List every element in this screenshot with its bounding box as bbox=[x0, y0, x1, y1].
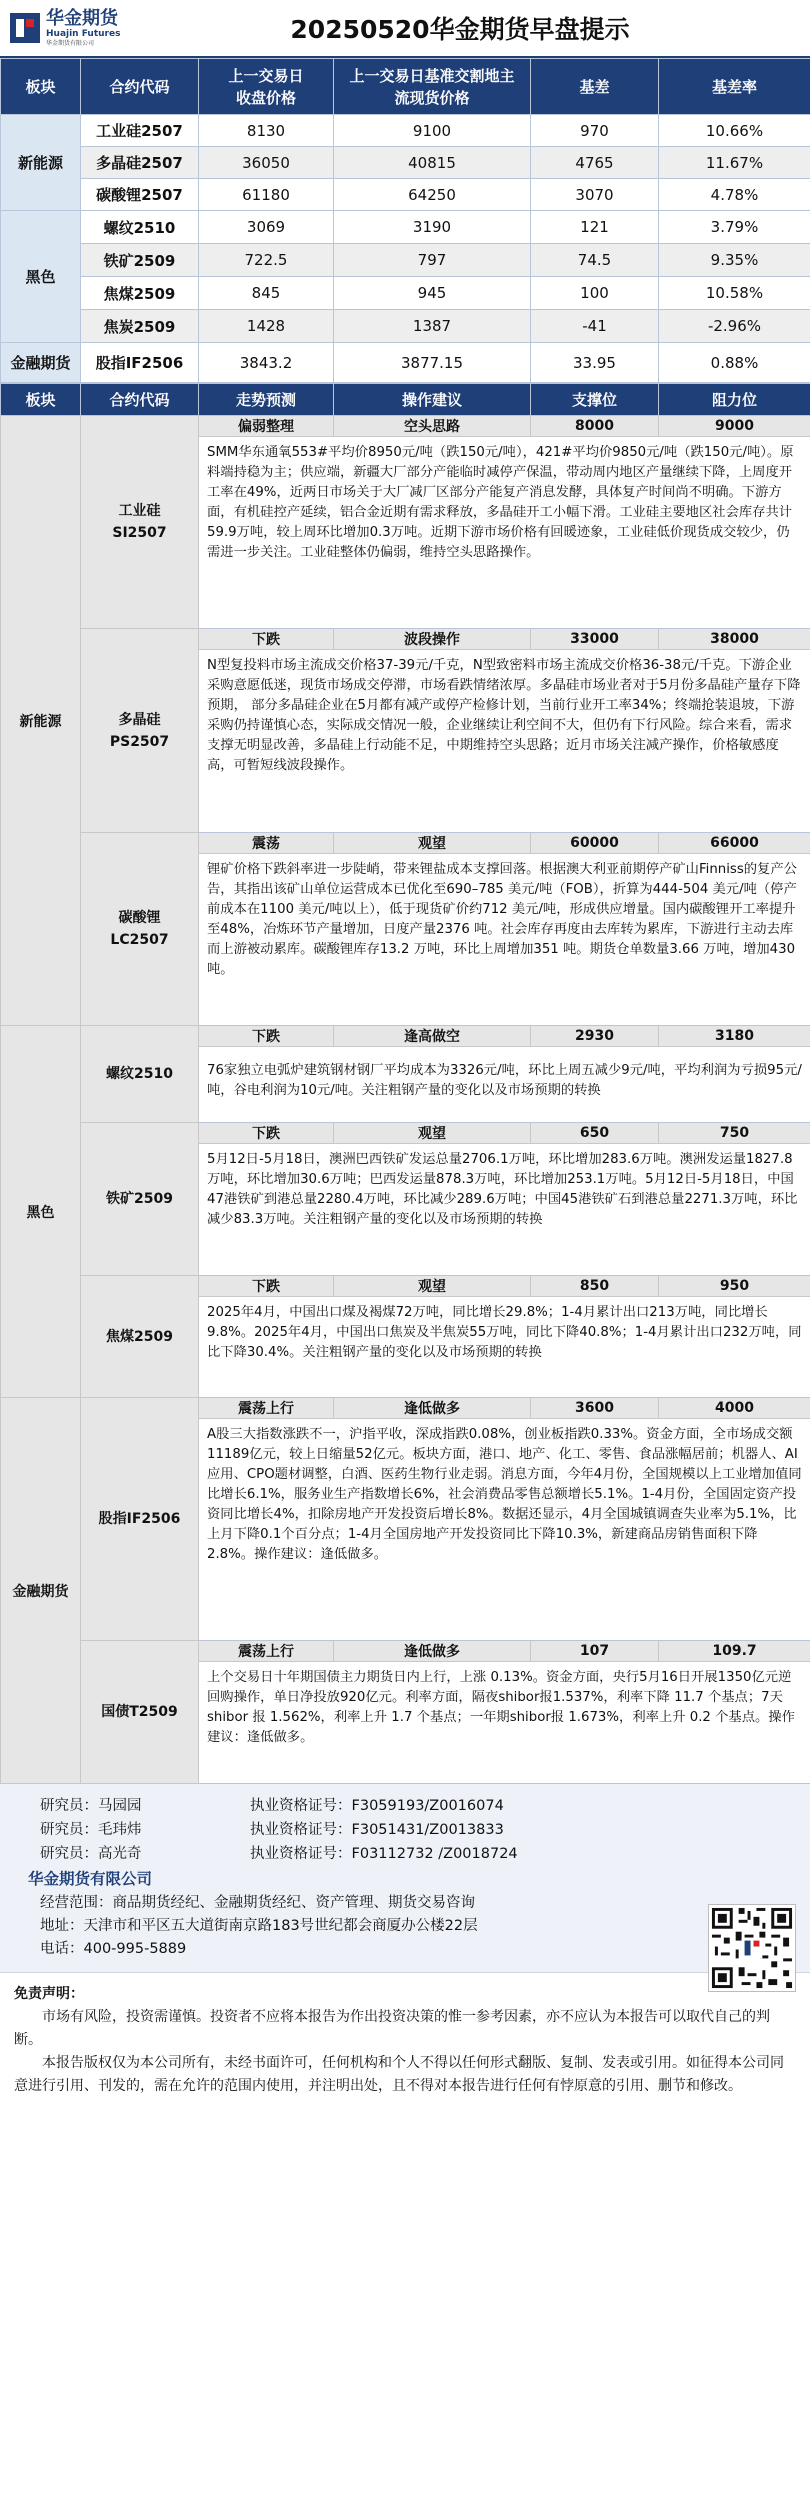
spot-price: 945 bbox=[334, 277, 531, 310]
trend-cell: 震荡上行 bbox=[199, 1398, 334, 1419]
strategy-summary-row bbox=[1, 1026, 810, 1047]
trend-cell: 下跌 bbox=[199, 1276, 334, 1297]
table-row bbox=[1, 310, 810, 343]
qr-code-icon bbox=[708, 1904, 796, 1992]
spot-price: 3190 bbox=[334, 211, 531, 244]
col-header-sector: 板块 bbox=[1, 384, 81, 416]
col-header-resist: 阻力位 bbox=[659, 384, 810, 416]
col-header-code: 合约代码 bbox=[81, 384, 199, 416]
basis-rate: 10.66% bbox=[659, 115, 810, 147]
contract-symbol: SI2507 bbox=[112, 525, 167, 541]
col-header-spot: 上一交易日基准交割地主 流现货价格 bbox=[334, 59, 531, 115]
spot-price: 3877.15 bbox=[334, 343, 531, 383]
col-header-support: 支撑位 bbox=[531, 384, 659, 416]
contact-footer bbox=[0, 1784, 810, 1973]
analysis-text: SMM华东通氧553#平均价8950元/吨（跌150元/吨），421#平均价9850元/吨（跌150元/吨）。原料端持稳为主；供应端，新疆大厂部分产能临时减停产保温，带动周内地区产量继续下降，上周度开工率在49%，近两日市场关于大厂减厂区部分产能复产消息发酵，具体复产时间尚不明确。下游方面，有机硅控产延续，铝合金近期有需求释放，多晶硅开工小幅下滑。工业硅主要地区社会库存共计59.9万吨，较上周环比增加0.3万吨。近期下游市场价格有回暖迹象，工业硅低价现货成交较少，仍需进一步关注。工业硅整体仍偏弱，维持空头思路操作。 bbox=[199, 437, 810, 629]
strategy-summary-row bbox=[1, 416, 810, 437]
trend-cell: 下跌 bbox=[199, 1123, 334, 1144]
contract-code: 股指IF2506 bbox=[81, 343, 199, 383]
researcher-name: 研究员：马园园 bbox=[40, 1798, 142, 1814]
contract-code: 工业硅2507 bbox=[81, 115, 199, 147]
resist-cell: 9000 bbox=[659, 416, 810, 437]
contract-symbol: LC2507 bbox=[110, 932, 169, 948]
company-address: 地址：天津市和平区五大道街南京路183号世纪都会商厦办公楼22层 bbox=[40, 1918, 478, 1934]
sector-cell: 金融期货 bbox=[1, 343, 81, 383]
researcher-row bbox=[40, 1794, 798, 1818]
close-price: 3069 bbox=[199, 211, 334, 244]
strategy-summary-row bbox=[1, 1398, 810, 1419]
basis-value: 74.5 bbox=[531, 244, 659, 277]
contract-code: 铁矿2509 bbox=[81, 1123, 199, 1276]
disclaimer bbox=[0, 1973, 810, 2104]
basis-value: 3070 bbox=[531, 179, 659, 211]
col-header-close: 上一交易日 收盘价格 bbox=[199, 59, 334, 115]
advice-cell: 逢低做多 bbox=[334, 1641, 531, 1662]
basis-value: 100 bbox=[531, 277, 659, 310]
strategy-table bbox=[0, 383, 810, 1784]
disclaimer-paragraph: 本报告版权仅为本公司所有，未经书面许可，任何机构和个人不得以任何形式翻版、复制、发表或引用。如征得本公司同意进行引用、刊发的，需在允许的范围内使用，并注明出处，且不得对本报告进行任何有悖原意的引用、删节和修改。 bbox=[14, 2055, 784, 2094]
close-price: 61180 bbox=[199, 179, 334, 211]
advice-cell: 逢低做多 bbox=[334, 1398, 531, 1419]
spot-price: 1387 bbox=[334, 310, 531, 343]
researcher-name: 研究员：毛玮炜 bbox=[40, 1822, 142, 1838]
contract-name: 碳酸锂 bbox=[118, 910, 161, 926]
support-cell: 650 bbox=[531, 1123, 659, 1144]
contract-code: 螺纹2510 bbox=[81, 1026, 199, 1123]
resist-cell: 109.7 bbox=[659, 1641, 810, 1662]
researcher-name: 研究员：高光奇 bbox=[40, 1846, 142, 1862]
strategy-summary-row bbox=[1, 1276, 810, 1297]
close-price: 722.5 bbox=[199, 244, 334, 277]
contract-code bbox=[81, 416, 199, 629]
col-header-basis-rate: 基差率 bbox=[659, 59, 810, 115]
analysis-text: 76家独立电弧炉建筑钢材钢厂平均成本为3326元/吨，环比上周五减少9元/吨，平均利润为亏损95元/吨，谷电利润为10元/吨。关注粗钢产量的变化以及市场预期的转换 bbox=[199, 1047, 810, 1123]
researcher-cert: 执业资格证号：F03112732 /Z0018724 bbox=[250, 1846, 518, 1862]
table-row bbox=[1, 277, 810, 310]
spot-price: 40815 bbox=[334, 147, 531, 179]
basis-rate: 3.79% bbox=[659, 211, 810, 244]
spot-price: 9100 bbox=[334, 115, 531, 147]
basis-rate: 9.35% bbox=[659, 244, 810, 277]
sector-cell: 新能源 bbox=[1, 416, 81, 1026]
contract-code: 螺纹2510 bbox=[81, 211, 199, 244]
brand-sub: 华金期货有限公司 bbox=[46, 39, 95, 47]
spot-price: 64250 bbox=[334, 179, 531, 211]
contract-code: 碳酸锂2507 bbox=[81, 179, 199, 211]
researcher-row bbox=[40, 1842, 798, 1866]
contract-code bbox=[81, 629, 199, 833]
trend-cell: 震荡 bbox=[199, 833, 334, 854]
brand-logo bbox=[0, 0, 170, 57]
basis-rate: 4.78% bbox=[659, 179, 810, 211]
page-title: 20250520华金期货早盘提示 bbox=[290, 15, 630, 44]
contract-code: 多晶硅2507 bbox=[81, 147, 199, 179]
contract-code: 焦煤2509 bbox=[81, 277, 199, 310]
company-phone: 电话：400-995-5889 bbox=[40, 1941, 187, 1957]
strategy-summary-row bbox=[1, 629, 810, 650]
strategy-summary-row bbox=[1, 1123, 810, 1144]
support-cell: 60000 bbox=[531, 833, 659, 854]
support-cell: 107 bbox=[531, 1641, 659, 1662]
advice-cell: 逢高做空 bbox=[334, 1026, 531, 1047]
resist-cell: 750 bbox=[659, 1123, 810, 1144]
contract-name: 多晶硅 bbox=[118, 711, 161, 728]
sector-cell: 黑色 bbox=[1, 1026, 81, 1398]
sector-cell: 新能源 bbox=[1, 115, 81, 211]
disclaimer-paragraph: 市场有风险，投资需谨慎。投资者不应将本报告为作出投资决策的惟一参考因素，亦不应认为本报告可以取代自己的判断。 bbox=[14, 2009, 770, 2048]
table-row bbox=[1, 179, 810, 211]
contract-code: 铁矿2509 bbox=[81, 244, 199, 277]
strategy-summary-row bbox=[1, 1641, 810, 1662]
analysis-text: 上个交易日十年期国债主力期货日内上行，上涨 0.13%。资金方面，央行5月16日开展1350亿元逆回购操作，单日净投放920亿元。利率方面，隔夜shibor报1.537%，利率下降 11.7 个基点；7天shibor 报 1.562%，利率上升 1.7 个基点；一年期shibor报 1.673%，利率上升 0.2 个基点。操作建议：逢低做多。 bbox=[199, 1662, 810, 1784]
close-price: 845 bbox=[199, 277, 334, 310]
basis-rate: 11.67% bbox=[659, 147, 810, 179]
contract-code: 股指IF2506 bbox=[81, 1398, 199, 1641]
brand-name-en: Huajin Futures bbox=[46, 28, 121, 39]
support-cell: 850 bbox=[531, 1276, 659, 1297]
basis-table bbox=[0, 58, 810, 383]
col-header-code: 合约代码 bbox=[81, 59, 199, 115]
support-cell: 2930 bbox=[531, 1026, 659, 1047]
resist-cell: 950 bbox=[659, 1276, 810, 1297]
basis-value: -41 bbox=[531, 310, 659, 343]
close-price: 1428 bbox=[199, 310, 334, 343]
sector-cell: 金融期货 bbox=[1, 1398, 81, 1784]
report-header bbox=[0, 0, 810, 58]
brand-name-cn: 华金期货 bbox=[46, 7, 118, 29]
table-row bbox=[1, 343, 810, 383]
contract-code: 焦煤2509 bbox=[81, 1276, 199, 1398]
advice-cell: 空头思路 bbox=[334, 416, 531, 437]
advice-cell: 观望 bbox=[334, 1276, 531, 1297]
contract-code bbox=[81, 833, 199, 1026]
contract-code: 国债T2509 bbox=[81, 1641, 199, 1784]
researcher-cert: 执业资格证号：F3051431/Z0013833 bbox=[250, 1822, 504, 1838]
strategy-table-header bbox=[1, 384, 810, 416]
close-price: 36050 bbox=[199, 147, 334, 179]
basis-value: 121 bbox=[531, 211, 659, 244]
col-header-sector: 板块 bbox=[1, 59, 81, 115]
resist-cell: 38000 bbox=[659, 629, 810, 650]
analysis-text: 2025年4月，中国出口煤及褐煤72万吨，同比增长29.8%；1-4月累计出口213万吨，同比增长9.8%。2025年4月，中国出口焦炭及半焦炭55万吨，同比下降40.8%；1-4月累计出口232万吨，同比下降30.4%。关注粗钢产量的变化以及市场预期的转换 bbox=[199, 1297, 810, 1398]
strategy-summary-row bbox=[1, 833, 810, 854]
business-scope: 经营范围：商品期货经纪、金融期货经纪、资产管理、期货交易咨询 bbox=[40, 1895, 475, 1911]
support-cell: 8000 bbox=[531, 416, 659, 437]
analysis-text: 5月12日-5月18日，澳洲巴西铁矿发运总量2706.1万吨，环比增加283.6万吨。澳洲发运量1827.8万吨，环比增加30.6万吨；巴西发运量878.3万吨，环比增加253.1万吨。5月12日-5月18日，中国47港铁矿到港总量2280.4万吨，环比减少289.6万吨；中国45港铁矿石到港总量2271.3万吨，环比减少83.3万吨。关注粗钢产量的变化以及市场预期的转换 bbox=[199, 1144, 810, 1276]
table-row bbox=[1, 147, 810, 179]
disclaimer-title: 免责声明： bbox=[14, 1986, 84, 2002]
table-row bbox=[1, 244, 810, 277]
col-header-basis: 基差 bbox=[531, 59, 659, 115]
close-price: 8130 bbox=[199, 115, 334, 147]
resist-cell: 4000 bbox=[659, 1398, 810, 1419]
advice-cell: 观望 bbox=[334, 1123, 531, 1144]
support-cell: 3600 bbox=[531, 1398, 659, 1419]
researcher-cert: 执业资格证号：F3059193/Z0016074 bbox=[250, 1798, 504, 1814]
company-name: 华金期货有限公司 bbox=[28, 1870, 153, 1888]
researcher-row bbox=[40, 1818, 798, 1842]
resist-cell: 66000 bbox=[659, 833, 810, 854]
basis-rate: 0.88% bbox=[659, 343, 810, 383]
spot-price: 797 bbox=[334, 244, 531, 277]
trend-cell: 下跌 bbox=[199, 1026, 334, 1047]
analysis-text: 锂矿价格下跌斜率进一步陡峭，带来锂盐成本支撑回落。根据澳大利亚前期停产矿山Finniss的复产公告，其指出该矿山单位运营成本已优化至690–785 美元/吨（FOB），折算为444-504 美元/吨（停产前成本在1100 美元/吨以上），低于现货矿价约712 美元/吨，形成供应增量。国内碳酸锂开工率提升至48%，冶炼环节产量增加，日度产量2376 吨。社会库存再度由去库转为累库，下游进行主动去库而上游被动累库。碳酸锂库存13.2 万吨，环比上周增加351 吨。期货仓单数量3.66 万吨，增加430 吨。 bbox=[199, 854, 810, 1026]
analysis-text: A股三大指数涨跌不一，沪指平收，深成指跌0.08%，创业板指跌0.33%。资金方面，全市场成交额11189亿元，较上日缩量52亿元。板块方面，港口、地产、化工、零售、食品涨幅居前；机器人、AI应用、CPO题材调整，白酒、医药生物行业走弱。消息方面，今年4月份，全国规模以上工业增加值同比增长6.1%，服务业生产指数增长6%，社会消费品零售总额增长5.1%。1-4月份，全国固定资产投资同比增长4%，扣除房地产开发投资后增长8%。数据还显示，4月全国城镇调查失业率为5.1%，比上月下降0.1个百分点；1-4月全国房地产开发投资同比下降10.3%，新建商品房销售面积下降2.8%。操作建议：逢低做多。 bbox=[199, 1419, 810, 1641]
advice-cell: 波段操作 bbox=[334, 629, 531, 650]
col-header-advice: 操作建议 bbox=[334, 384, 531, 416]
basis-value: 33.95 bbox=[531, 343, 659, 383]
basis-value: 970 bbox=[531, 115, 659, 147]
analysis-text: N型复投料市场主流成交价格37-39元/千克，N型致密料市场主流成交价格36-38元/千克。下游企业采购意愿低迷，现货市场成交停滞，市场看跌情绪浓厚。多晶硅市场业者对于5月份多晶硅产量存下降预期， 部分多晶硅企业在5月都有减产或停产检修计划，当前行业开工率34%；终端抢装退坡，下游采购仍持谨慎心态，实际成交情况一般，企业继续让利空间不大，但仍有下行风险。综合来看，需求支撑无明显改善，多晶硅上行动能不足，中期维持空头思路；近月市场关注减产操作，价格敏感度高，可暂短线波段操作。 bbox=[199, 650, 810, 833]
table-row bbox=[1, 115, 810, 147]
logo-mark-icon bbox=[10, 13, 40, 43]
contract-code: 焦炭2509 bbox=[81, 310, 199, 343]
trend-cell: 偏弱整理 bbox=[199, 416, 334, 437]
trend-cell: 下跌 bbox=[199, 629, 334, 650]
resist-cell: 3180 bbox=[659, 1026, 810, 1047]
advice-cell: 观望 bbox=[334, 833, 531, 854]
basis-rate: -2.96% bbox=[659, 310, 810, 343]
close-price: 3843.2 bbox=[199, 343, 334, 383]
support-cell: 33000 bbox=[531, 629, 659, 650]
basis-table-header bbox=[1, 59, 810, 115]
basis-value: 4765 bbox=[531, 147, 659, 179]
basis-rate: 10.58% bbox=[659, 277, 810, 310]
contract-symbol: PS2507 bbox=[109, 733, 170, 750]
trend-cell: 震荡上行 bbox=[199, 1641, 334, 1662]
table-row bbox=[1, 211, 810, 244]
contract-name: 工业硅 bbox=[118, 503, 161, 519]
col-header-trend: 走势预测 bbox=[199, 384, 334, 416]
sector-cell: 黑色 bbox=[1, 211, 81, 343]
